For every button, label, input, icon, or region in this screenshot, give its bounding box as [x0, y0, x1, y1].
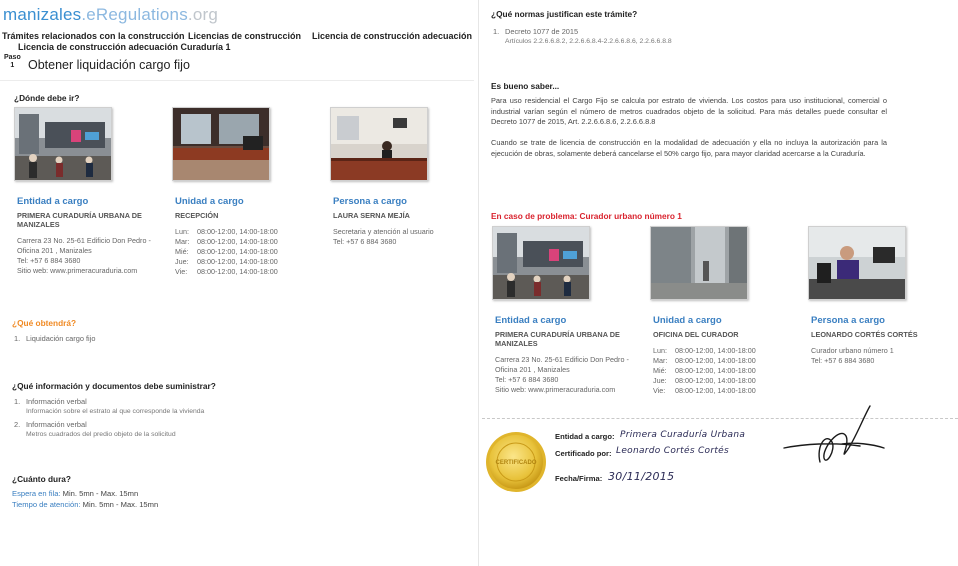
- person-photo: [330, 107, 428, 181]
- entity-card: [17, 196, 167, 276]
- opening-hours: [175, 227, 325, 277]
- document-description: Información sobre el estrato al que corresponde la vivienda: [26, 408, 205, 415]
- good-to-know-paragraph: Para uso residencial el Cargo Fijo se calcula por estrato de vivienda. Los costos para uso institucional, comercial o industrial varían según el número de metros cuadrados objeto de la solicitud. Para más detalles puede consultar el Decreto 1077 de 2015, Art. 2.2.6.6.8.6, 2.2.6.6.8.8: [491, 96, 887, 127]
- problem-person-card: [811, 315, 958, 366]
- documents-heading: ¿Qué información y documentos debe suministrar?: [12, 381, 216, 391]
- person-phone: Tel: +57 6 884 3680: [333, 237, 397, 246]
- hours-row: Vie: 08:00-12:00, 14:00-18:00: [175, 267, 278, 276]
- unit-card: [175, 196, 325, 277]
- hours-row: Lun: 08:00-12:00, 14:00-18:00: [175, 227, 278, 236]
- entity-phone: Tel: +57 6 884 3680: [17, 256, 81, 265]
- problem-entity-website[interactable]: Sitio web: www.primeracuraduria.com: [495, 385, 616, 394]
- problem-entity-name[interactable]: PRIMERA CURADURÍA URBANA DE MANIZALES: [495, 330, 620, 348]
- problem-entity-address-1: Carrera 23 No. 25-61 Edificio Don Pedro -: [495, 355, 629, 364]
- cert-date-value: 30/11/2015: [608, 470, 675, 483]
- obtain-item: 1. Liquidación cargo fijo: [14, 334, 96, 343]
- entity-address-1: Carrera 23 No. 25-61 Edificio Don Pedro -: [17, 236, 151, 245]
- norm-articles: Artículos 2.2.6.6.8.2, 2.2.6.6.8.4-2.2.6.6.8.6, 2.2.6.6.8.8: [505, 38, 672, 45]
- hours-row: Lun: 08:00-12:00, 14:00-18:00: [653, 346, 756, 355]
- problem-unit-photo: [650, 226, 748, 300]
- left-page: [0, 0, 474, 566]
- problem-person-name[interactable]: LEONARDO CORTÉS CORTÉS: [811, 330, 918, 339]
- gold-seal-icon: [484, 430, 548, 494]
- problem-entity-heading: Entidad a cargo: [495, 315, 567, 326]
- problem-person-photo: [808, 226, 906, 300]
- person-role: Secretaria y atención al usuario: [333, 227, 434, 236]
- breadcrumb-item[interactable]: Licencias de construcción: [188, 31, 302, 41]
- unit-heading: Unidad a cargo: [175, 196, 244, 207]
- problem-entity-photo: [492, 226, 590, 300]
- site-logo[interactable]: manizales.eRegulations.org: [3, 5, 218, 24]
- step-title: Obtener liquidación cargo fijo: [28, 58, 190, 72]
- person-card: [333, 196, 483, 247]
- hours-row: Mié: 08:00-12:00, 14:00-18:00: [653, 366, 756, 375]
- document-item[interactable]: 2. Información verbal: [14, 420, 87, 429]
- problem-person-role: Curador urbano número 1: [811, 346, 894, 355]
- problem-heading: En caso de problema: Curador urbano número 1: [491, 211, 682, 221]
- service-time: Tiempo de atención: Min. 5mn - Max. 15mn: [12, 500, 159, 509]
- unit-name[interactable]: RECEPCIÓN: [175, 211, 219, 220]
- entity-website[interactable]: Sitio web: www.primeracuraduria.com: [17, 266, 138, 275]
- step-number: 1: [10, 62, 15, 69]
- step-label: Paso: [4, 54, 21, 61]
- person-heading: Persona a cargo: [333, 196, 407, 207]
- problem-entity-address-2: Oficina 201 , Manizales: [495, 365, 570, 374]
- queue-time: Espera en fila: Min. 5mn - Max. 15mn: [12, 489, 139, 498]
- cert-certified-value: Leonardo Cortés Cortés: [616, 446, 730, 456]
- problem-unit-heading: Unidad a cargo: [653, 315, 722, 326]
- hours-row: Mié: 08:00-12:00, 14:00-18:00: [175, 247, 278, 256]
- problem-unit-card: [653, 315, 803, 396]
- hours-row: Jue: 08:00-12:00, 14:00-18:00: [653, 376, 756, 385]
- norm-item[interactable]: 1. Decreto 1077 de 2015: [493, 27, 579, 36]
- person-name[interactable]: LAURA SERNA MEJÍA: [333, 211, 410, 220]
- document-description: Metros cuadrados del predio objeto de la solicitud: [26, 431, 176, 438]
- entity-address-2: Oficina 201 , Manizales: [17, 246, 92, 255]
- cert-entity-label: Entidad a cargo:: [555, 432, 615, 441]
- good-to-know-paragraph: Cuando se trate de licencia de construcción en la modalidad de adecuación y ella no incluya la autorización para la ejecución de obras, solamente deberá cancelarse el 50% cargo fijo, para mayor claridad acercarse a la Curaduría.: [491, 138, 887, 158]
- breadcrumb-item[interactable]: Trámites relacionados con la construcción: [2, 31, 185, 41]
- good-to-know-heading: Es bueno saber...: [491, 81, 560, 91]
- hours-row: Mar: 08:00-12:00, 14:00-18:00: [175, 237, 278, 246]
- problem-entity-phone: Tel: +57 6 884 3680: [495, 375, 559, 384]
- where-heading: ¿Dónde debe ir?: [14, 93, 80, 103]
- cert-date-label: Fecha/Firma:: [555, 474, 603, 483]
- cert-certified-label: Certificado por:: [555, 449, 612, 458]
- obtain-heading: ¿Qué obtendrá?: [12, 318, 77, 328]
- hours-row: Vie: 08:00-12:00, 14:00-18:00: [653, 386, 756, 395]
- unit-photo: [172, 107, 270, 181]
- problem-entity-card: [495, 315, 645, 395]
- problem-unit-name[interactable]: OFICINA DEL CURADOR: [653, 330, 739, 339]
- signature-icon: [780, 402, 890, 482]
- problem-person-heading: Persona a cargo: [811, 315, 885, 326]
- problem-opening-hours: [653, 346, 803, 396]
- hours-row: Mar: 08:00-12:00, 14:00-18:00: [653, 356, 756, 365]
- duration-heading: ¿Cuánto dura?: [12, 474, 71, 484]
- entity-name[interactable]: PRIMERA CURADURÍA URBANA DE MANIZALES: [17, 211, 142, 229]
- title-divider: [0, 80, 474, 81]
- entity-photo: [14, 107, 112, 181]
- seal-text: CERTIFICADO: [495, 460, 537, 466]
- cert-entity-value: Primera Curaduría Urbana: [620, 430, 746, 440]
- norms-heading: ¿Qué normas justifican este trámite?: [491, 9, 638, 19]
- step-badge: [4, 54, 21, 70]
- problem-person-phone: Tel: +57 6 884 3680: [811, 356, 875, 365]
- hours-row: Jue: 08:00-12:00, 14:00-18:00: [175, 257, 278, 266]
- entity-heading: Entidad a cargo: [17, 196, 89, 207]
- document-item[interactable]: 1. Información verbal: [14, 397, 87, 406]
- breadcrumb-item[interactable]: Licencia de construcción adecuación Curaduría 1: [18, 42, 231, 52]
- breadcrumb-item[interactable]: Licencia de construcción adecuación: [312, 31, 473, 41]
